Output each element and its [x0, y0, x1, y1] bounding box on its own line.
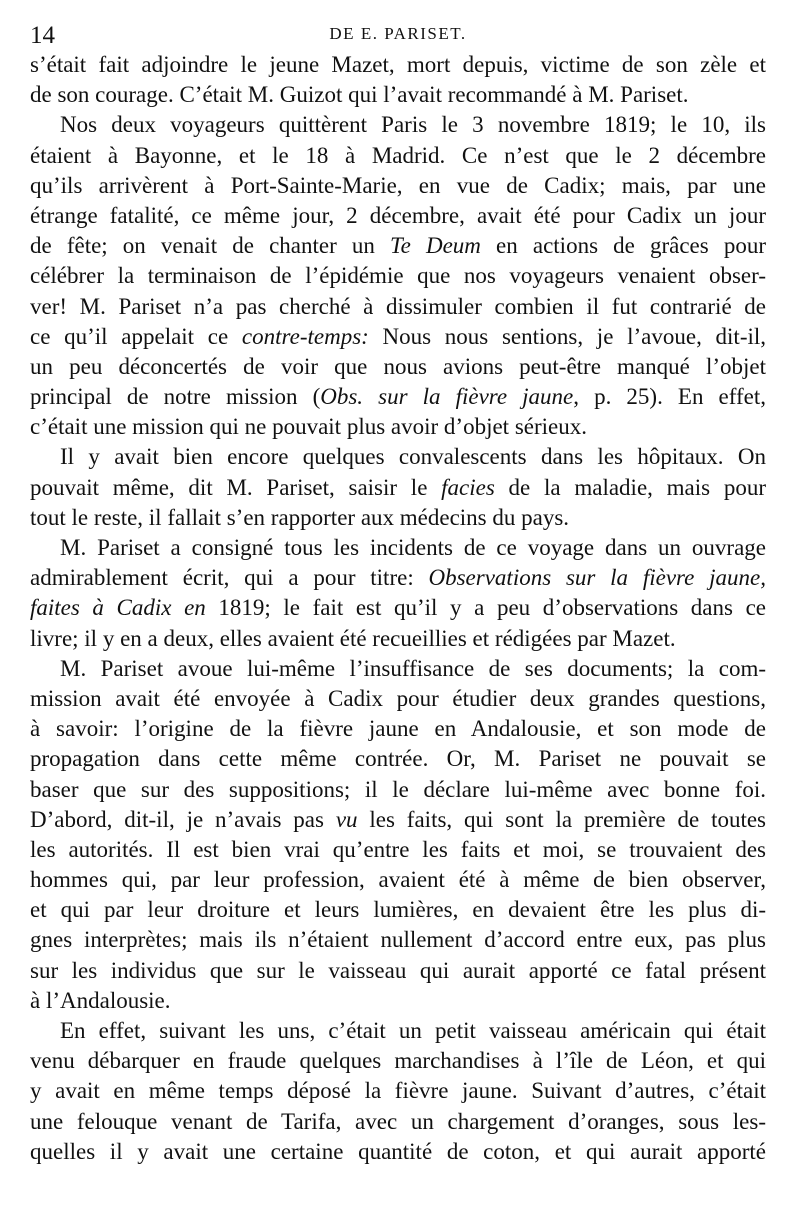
text-run: à savoir: l’origine de la fièvre jaune en Andalousie, et son mode de: [30, 716, 766, 742]
text-line: [30, 563, 766, 593]
italic-text: Observations sur la fièvre jaune,: [428, 565, 766, 591]
text-line: [30, 925, 766, 955]
text-run: en actions de grâces pour: [480, 233, 766, 259]
text-line: [30, 1107, 766, 1137]
text-run: étrange fatalité, ce même jour, 2 décembre, avait été pour Cadix un jour: [30, 202, 766, 228]
running-title: DE E. PARISET.: [329, 24, 467, 43]
text-run: D’abord, dit-il, je n’avais pas: [30, 806, 336, 832]
text-run: gnes interprètes; mais ils n’étaient nullement d’accord entre eux, pas plus: [30, 927, 766, 953]
text-run: les faits, qui sont la première de toutes: [357, 806, 766, 832]
text-line: [30, 684, 766, 714]
body-text: [30, 50, 766, 1167]
text-line: [30, 1137, 766, 1167]
text-line: [30, 956, 766, 986]
text-line: [30, 895, 766, 925]
text-run: quelles il y avait une certaine quantité de coton, et qui aurait apporté: [30, 1138, 766, 1164]
text-run: qu’ils arrivèrent à Port-Sainte-Marie, en vue de Cadix; mais, par une: [30, 172, 766, 198]
text-line: [30, 624, 766, 654]
text-run: Nous nous sentions, je l’avoue, dit-il,: [368, 323, 766, 349]
text-run: propagation dans cette même contrée. Or, M. Pariset ne pouvait se: [30, 746, 766, 772]
text-line: [30, 835, 766, 865]
text-run: tout le reste, il fallait s’en rapporter aux médecins du pays.: [30, 504, 570, 530]
text-run: de fête; on venait de chanter un: [30, 233, 390, 259]
text-run: s’était fait adjoindre le jeune Mazet, mort depuis, victime de son zèle et: [30, 52, 766, 77]
text-run: venu débarquer en fraude quelques marchandises à l’île de Léon, et qui: [30, 1048, 766, 1074]
text-run: pouvait même, dit M. Pariset, saisir le: [30, 474, 442, 500]
text-run: M. Pariset avoue lui-même l’insuffisance de ses documents; la com-: [60, 655, 766, 681]
italic-text: vu: [335, 806, 358, 832]
text-run: baser que sur des suppositions; il le déclare lui-même avec bonne foi.: [30, 776, 766, 802]
text-run: à l’Andalousie.: [30, 987, 171, 1013]
text-line: [30, 261, 766, 291]
text-run: de la maladie, mais pour: [494, 474, 766, 500]
text-line: [30, 352, 766, 382]
text-run: Il y avait bien encore quelques convalescents dans les hôpitaux. On: [60, 444, 766, 470]
text-line: [30, 292, 766, 322]
text-run: étaient à Bayonne, et le 18 à Madrid. Ce n’est que le 2 décembre: [30, 142, 766, 168]
text-run: et qui par leur droiture et leurs lumières, en devaient être les plus di-: [30, 897, 766, 923]
text-line: [30, 533, 766, 563]
page-number: 14: [30, 22, 55, 49]
text-line: [30, 141, 766, 171]
text-run: Nos deux voyageurs quittèrent Paris le 3 novembre 1819; le 10, ils: [60, 112, 766, 138]
text-run: un peu déconcertés de voir que nous avions peut-être manqué l’objet: [30, 353, 766, 379]
text-run: c’était une mission qui ne pouvait plus avoir d’objet sérieux.: [30, 414, 587, 440]
italic-text: Te Deum: [389, 233, 481, 259]
text-line: [30, 503, 766, 533]
text-line: [30, 775, 766, 805]
text-run: ce qu’il appelait ce: [30, 323, 242, 349]
text-line: [30, 473, 766, 503]
text-run: ver! M. Pariset n’a pas cherché à dissimuler combien il fut contrarié de: [30, 293, 766, 319]
text-line: [30, 1016, 766, 1046]
italic-text: contre-temps:: [241, 323, 369, 349]
text-line: [30, 231, 766, 261]
text-run: les autorités. Il est bien vrai qu’entre les faits et moi, se trouvaient des: [30, 836, 766, 862]
italic-text: faites à Cadix en: [30, 595, 206, 621]
text-run: admirablement écrit, qui a pour titre:: [30, 565, 429, 591]
text-line: [30, 80, 766, 110]
text-run: célébrer la terminaison de l’épidémie que nos voyageurs venaient obser-: [30, 263, 766, 289]
text-line: [30, 714, 766, 744]
text-run: 1819; le fait est qu’il y a peu d’observations dans ce: [205, 595, 766, 621]
text-line: [30, 382, 766, 412]
text-line: [30, 442, 766, 472]
text-run: , p. 25). En effet,: [573, 384, 766, 410]
italic-text: Obs. sur la fièvre jaune: [320, 384, 574, 410]
text-run: une felouque venant de Tarifa, avec un chargement d’oranges, sous les-: [30, 1108, 766, 1134]
text-run: sur les individus que sur le vaisseau qui aurait apporté ce fatal présent: [30, 957, 766, 983]
text-run: M. Pariset a consigné tous les incidents de ce voyage dans un ouvrage: [60, 535, 766, 560]
text-line: [30, 171, 766, 201]
text-run: de son courage. C’était M. Guizot qui l’avait recommandé à M. Pariset.: [30, 82, 689, 108]
text-line: [30, 322, 766, 352]
text-line: [30, 986, 766, 1016]
text-run: mission avait été envoyée à Cadix pour étudier deux grandes questions,: [30, 685, 766, 711]
italic-text: facies: [441, 474, 495, 500]
text-run: principal de notre mission (: [30, 384, 321, 410]
text-line: [30, 110, 766, 140]
text-line: [30, 412, 766, 442]
text-run: hommes qui, par leur profession, avaient été à même de bien observer,: [30, 867, 766, 893]
text-line: [30, 1046, 766, 1076]
text-line: [30, 654, 766, 684]
text-line: [30, 201, 766, 231]
text-run: y avait en même temps déposé la fièvre jaune. Suivant d’autres, c’était: [30, 1078, 766, 1104]
text-line: [30, 744, 766, 774]
text-line: [30, 50, 766, 80]
text-line: [30, 593, 766, 623]
text-line: [30, 805, 766, 835]
page-header: [30, 22, 766, 50]
text-run: En effet, suivant les uns, c’était un petit vaisseau américain qui était: [60, 1018, 766, 1043]
text-run: livre; il y en a deux, elles avaient été recueillies et rédigées par Mazet.: [30, 625, 676, 651]
text-line: [30, 865, 766, 895]
text-line: [30, 1076, 766, 1106]
